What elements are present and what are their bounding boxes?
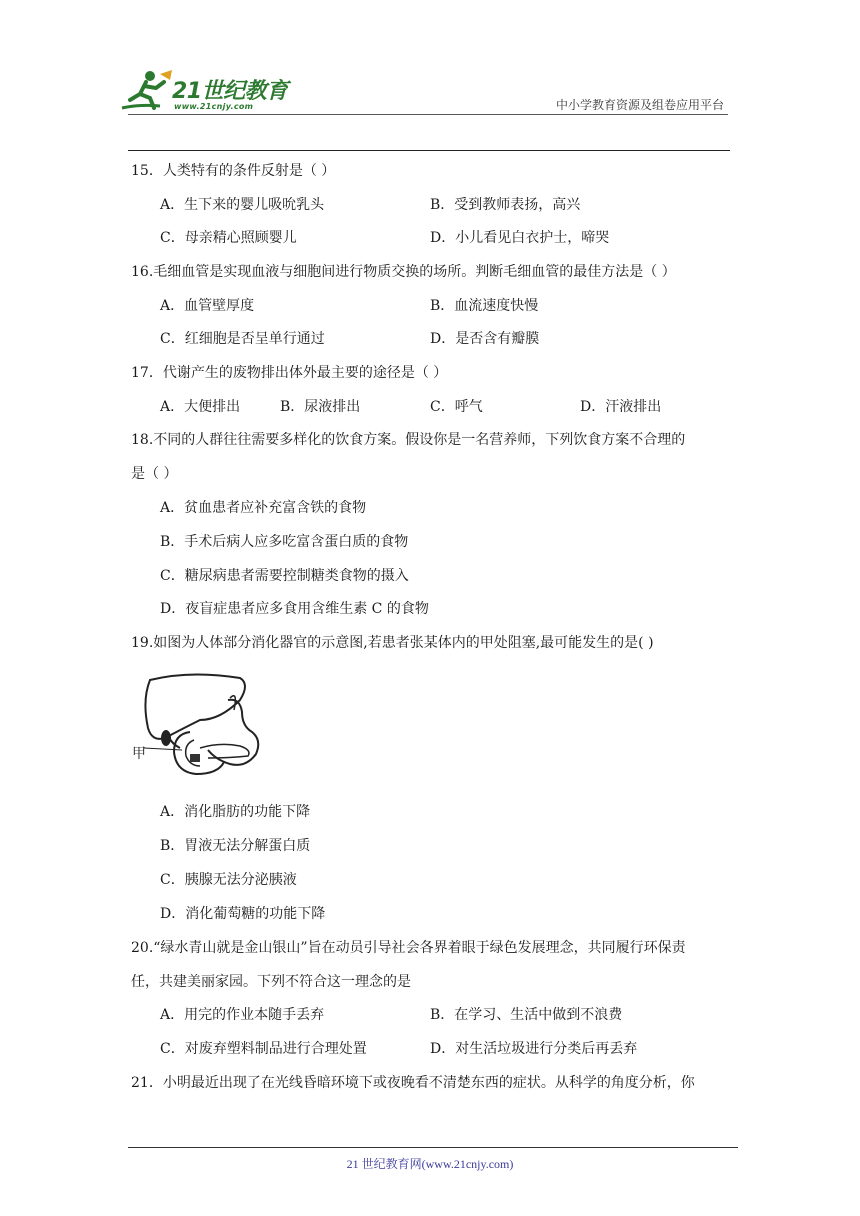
footer-divider xyxy=(128,1147,738,1148)
logo-url: www.21cnjy.com xyxy=(174,102,254,111)
question-18-option-b: B．手术后病人应多吃富含蛋白质的食物 xyxy=(160,534,409,550)
question-17-option-b: B．尿液排出 xyxy=(280,399,361,415)
question-20-option-b: B．在学习、生活中做到不浪费 xyxy=(430,1007,623,1023)
question-19-option-d: D．消化葡萄糖的功能下降 xyxy=(160,906,326,922)
header-divider xyxy=(128,114,728,115)
question-19-option-c: C．胰腺无法分泌胰液 xyxy=(160,872,297,888)
question-16-option-c: C．红细胞是否呈单行通过 xyxy=(160,331,325,347)
question-16-option-d: D．是否含有瓣膜 xyxy=(430,331,540,347)
question-17-option-c: C．呼气 xyxy=(430,399,483,415)
question-20-stem-line2: 任，共建美丽家园。下列不符合这一理念的是 xyxy=(131,974,411,990)
question-18-stem-line2: 是（ ） xyxy=(131,466,178,482)
question-15-stem: 15．人类特有的条件反射是（ ） xyxy=(131,163,336,179)
question-20-stem-line1: 20.“绿水青山就是金山银山”旨在动员引导社会各界着眼于绿色发展理念，共同履行环保责 xyxy=(131,940,686,956)
question-17-option-d: D．汗液排出 xyxy=(580,399,662,415)
question-15-option-b: B．受到教师表扬，高兴 xyxy=(430,197,581,213)
question-18-stem-line1: 18.不同的人群往往需要多样化的饮食方案。假设你是一名营养师，下列饮食方案不合理的 xyxy=(131,432,686,448)
question-15-option-d: D．小儿看见白衣护士，啼哭 xyxy=(430,230,610,246)
question-16-option-b: B．血流速度快慢 xyxy=(430,298,539,314)
question-20-option-c: C．对废弃塑料制品进行合理处置 xyxy=(160,1041,367,1057)
question-16-option-a: A．血管壁厚度 xyxy=(160,298,255,314)
question-18-option-a: A．贫血患者应补充富含铁的食物 xyxy=(160,500,367,516)
question-19-option-a: A．消化脂肪的功能下降 xyxy=(160,804,311,820)
question-20-option-a: A．用完的作业本随手丢弃 xyxy=(160,1007,325,1023)
question-21-stem: 21．小明最近出现了在光线昏暗环境下或夜晚看不清楚东西的症状。从科学的角度分析，你 xyxy=(131,1075,695,1091)
logo-text: 21世纪教育 xyxy=(172,79,288,104)
site-logo xyxy=(120,68,300,124)
digestive-organs-figure xyxy=(130,670,270,788)
question-15-option-c: C．母亲精心照顾婴儿 xyxy=(160,230,297,246)
platform-title: 中小学教育资源及组卷应用平台 xyxy=(555,98,724,112)
runner-logo-icon xyxy=(120,68,176,116)
digestive-organs-diagram xyxy=(130,670,270,788)
question-19-option-b: B．胃液无法分解蛋白质 xyxy=(160,838,311,854)
question-18-option-d: D．夜盲症患者应多食用含维生素 C 的食物 xyxy=(160,601,429,617)
question-18-option-c: C．糖尿病患者需要控制糖类食物的摄入 xyxy=(160,568,409,584)
question-19-stem: 19.如图为人体部分消化器官的示意图,若患者张某体内的甲处阻塞,最可能发生的是( ) xyxy=(131,635,654,651)
figure-label-jia: 甲 xyxy=(132,746,146,762)
question-16-stem: 16.毛细血管是实现血液与细胞间进行物质交换的场所。判断毛细血管的最佳方法是（ ） xyxy=(131,264,676,280)
page-footer: 21 世纪教育网(www.21cnjy.com) xyxy=(346,1157,514,1171)
question-17-stem: 17．代谢产生的废物排出体外最主要的途径是（ ） xyxy=(131,365,448,381)
page-header xyxy=(0,0,860,160)
question-20-option-d: D．对生活垃圾进行分类后再丢弃 xyxy=(430,1041,638,1057)
header-divider-2 xyxy=(128,150,730,151)
question-17-option-a: A．大便排出 xyxy=(160,399,241,415)
question-15-option-a: A．生下来的婴儿吸吮乳头 xyxy=(160,197,325,213)
